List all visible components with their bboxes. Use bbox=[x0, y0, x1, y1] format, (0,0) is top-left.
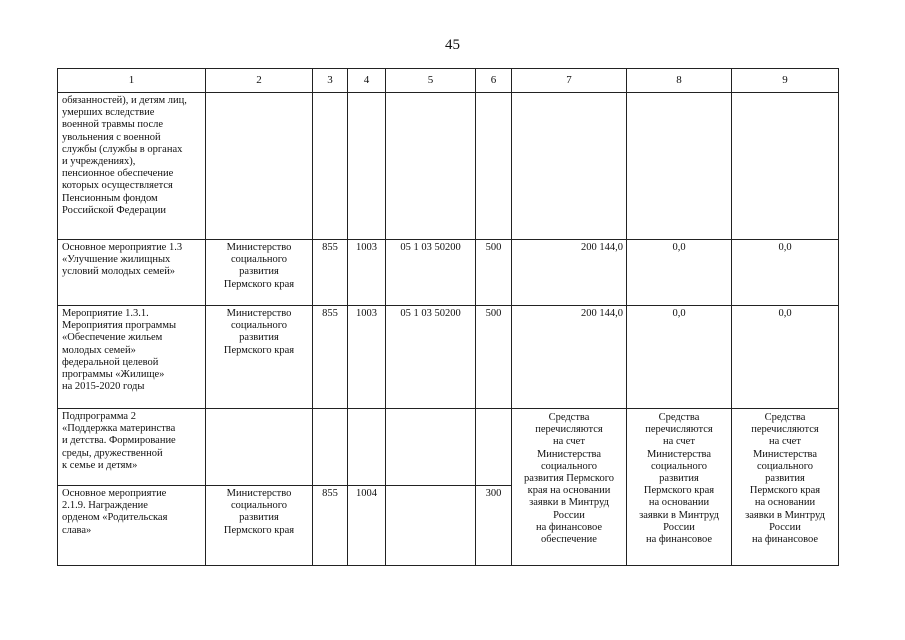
measure-name-cell: Основное мероприятие 1.3 «Улучшение жилищных условий молодых семей» bbox=[58, 240, 206, 306]
section-code-cell: 1003 bbox=[348, 240, 386, 306]
funding-note-col7-cell bbox=[512, 409, 627, 566]
target-article-cell: 05 1 03 50200 bbox=[386, 240, 476, 306]
header-cell-9: 9 bbox=[732, 69, 839, 93]
header-cell-8: 8 bbox=[627, 69, 732, 93]
gr-code-cell bbox=[313, 93, 348, 240]
amount-col7-cell: 200 144,0 bbox=[512, 240, 627, 306]
table-row bbox=[58, 240, 839, 306]
gr-code-cell: 855 bbox=[313, 306, 348, 409]
section-code-cell bbox=[348, 93, 386, 240]
funding-note-col9-text: Средства перечисляются на счет Министерства социального развития Пермского края на основании заявки в Минтруд России на финансовое bbox=[745, 412, 825, 546]
funding-note-col8-cell bbox=[627, 409, 732, 566]
amount-col9-cell: 0,0 bbox=[732, 306, 839, 409]
funding-note-col8-text: Средства перечисляются на счет Министерства социального развития Пермского края на основании заявки в Минтруд России на финансовое bbox=[639, 412, 719, 546]
measure-name-cell: Основное мероприятие 2.1.9. Награждение орденом «Родительская слава» bbox=[58, 486, 206, 566]
amount-col8-cell: 0,0 bbox=[627, 240, 732, 306]
table-row bbox=[58, 93, 839, 240]
header-cell-5: 5 bbox=[386, 69, 476, 93]
section-code-cell: 1004 bbox=[348, 486, 386, 566]
expense-type-cell bbox=[476, 93, 512, 240]
budget-table bbox=[57, 68, 839, 566]
target-article-cell bbox=[386, 486, 476, 566]
table-row bbox=[58, 409, 839, 486]
expense-type-cell: 500 bbox=[476, 240, 512, 306]
expense-type-cell: 300 bbox=[476, 486, 512, 566]
target-article-cell: 05 1 03 50200 bbox=[386, 306, 476, 409]
page-number: 45 bbox=[445, 37, 460, 53]
measure-name-cell: Подпрограмма 2 «Поддержка материнства и детства. Формирование среды, дружественной к семье и детям» bbox=[58, 409, 206, 486]
header-cell-4: 4 bbox=[348, 69, 386, 93]
ministry-cell: Министерство социального развития Пермского края bbox=[206, 486, 313, 566]
gr-code-cell: 855 bbox=[313, 240, 348, 306]
measure-name-cell: Мероприятие 1.3.1. Мероприятия программы «Обеспечение жильем молодых семей» федеральной целевой программы «Жилище» на 2015-2020 годы bbox=[58, 306, 206, 409]
expense-type-cell: 500 bbox=[476, 306, 512, 409]
amount-col8-cell: 0,0 bbox=[627, 306, 732, 409]
expense-type-cell bbox=[476, 409, 512, 486]
amount-col9-cell: 0,0 bbox=[732, 240, 839, 306]
table-row bbox=[58, 306, 839, 409]
header-cell-7: 7 bbox=[512, 69, 627, 93]
amount-col9-cell bbox=[732, 93, 839, 240]
ministry-cell: Министерство социального развития Пермского края bbox=[206, 306, 313, 409]
measure-name-cell: обязанностей), и детям лиц, умерших вследствие военной травмы после увольнения с военной службы (службы в органах и учреждениях), пенсионное обеспечение которых осуществляется Пенсионным фондом Российской Федерации bbox=[58, 93, 206, 240]
header-cell-2: 2 bbox=[206, 69, 313, 93]
section-code-cell: 1003 bbox=[348, 306, 386, 409]
target-article-cell bbox=[386, 93, 476, 240]
ministry-cell bbox=[206, 93, 313, 240]
amount-col7-cell bbox=[512, 93, 627, 240]
ministry-cell: Министерство социального развития Пермского края bbox=[206, 240, 313, 306]
target-article-cell bbox=[386, 409, 476, 486]
header-row bbox=[58, 69, 839, 93]
gr-code-cell bbox=[313, 409, 348, 486]
funding-note-col7-text: Средства перечисляются на счет Министерства социального развития Пермского края на основании заявки в Минтруд России на финансовое обеспечение bbox=[523, 412, 615, 546]
amount-col8-cell bbox=[627, 93, 732, 240]
gr-code-cell: 855 bbox=[313, 486, 348, 566]
header-cell-6: 6 bbox=[476, 69, 512, 93]
ministry-cell bbox=[206, 409, 313, 486]
header-cell-3: 3 bbox=[313, 69, 348, 93]
funding-note-col9-cell bbox=[732, 409, 839, 566]
amount-col7-cell: 200 144,0 bbox=[512, 306, 627, 409]
header-cell-1: 1 bbox=[58, 69, 206, 93]
section-code-cell bbox=[348, 409, 386, 486]
